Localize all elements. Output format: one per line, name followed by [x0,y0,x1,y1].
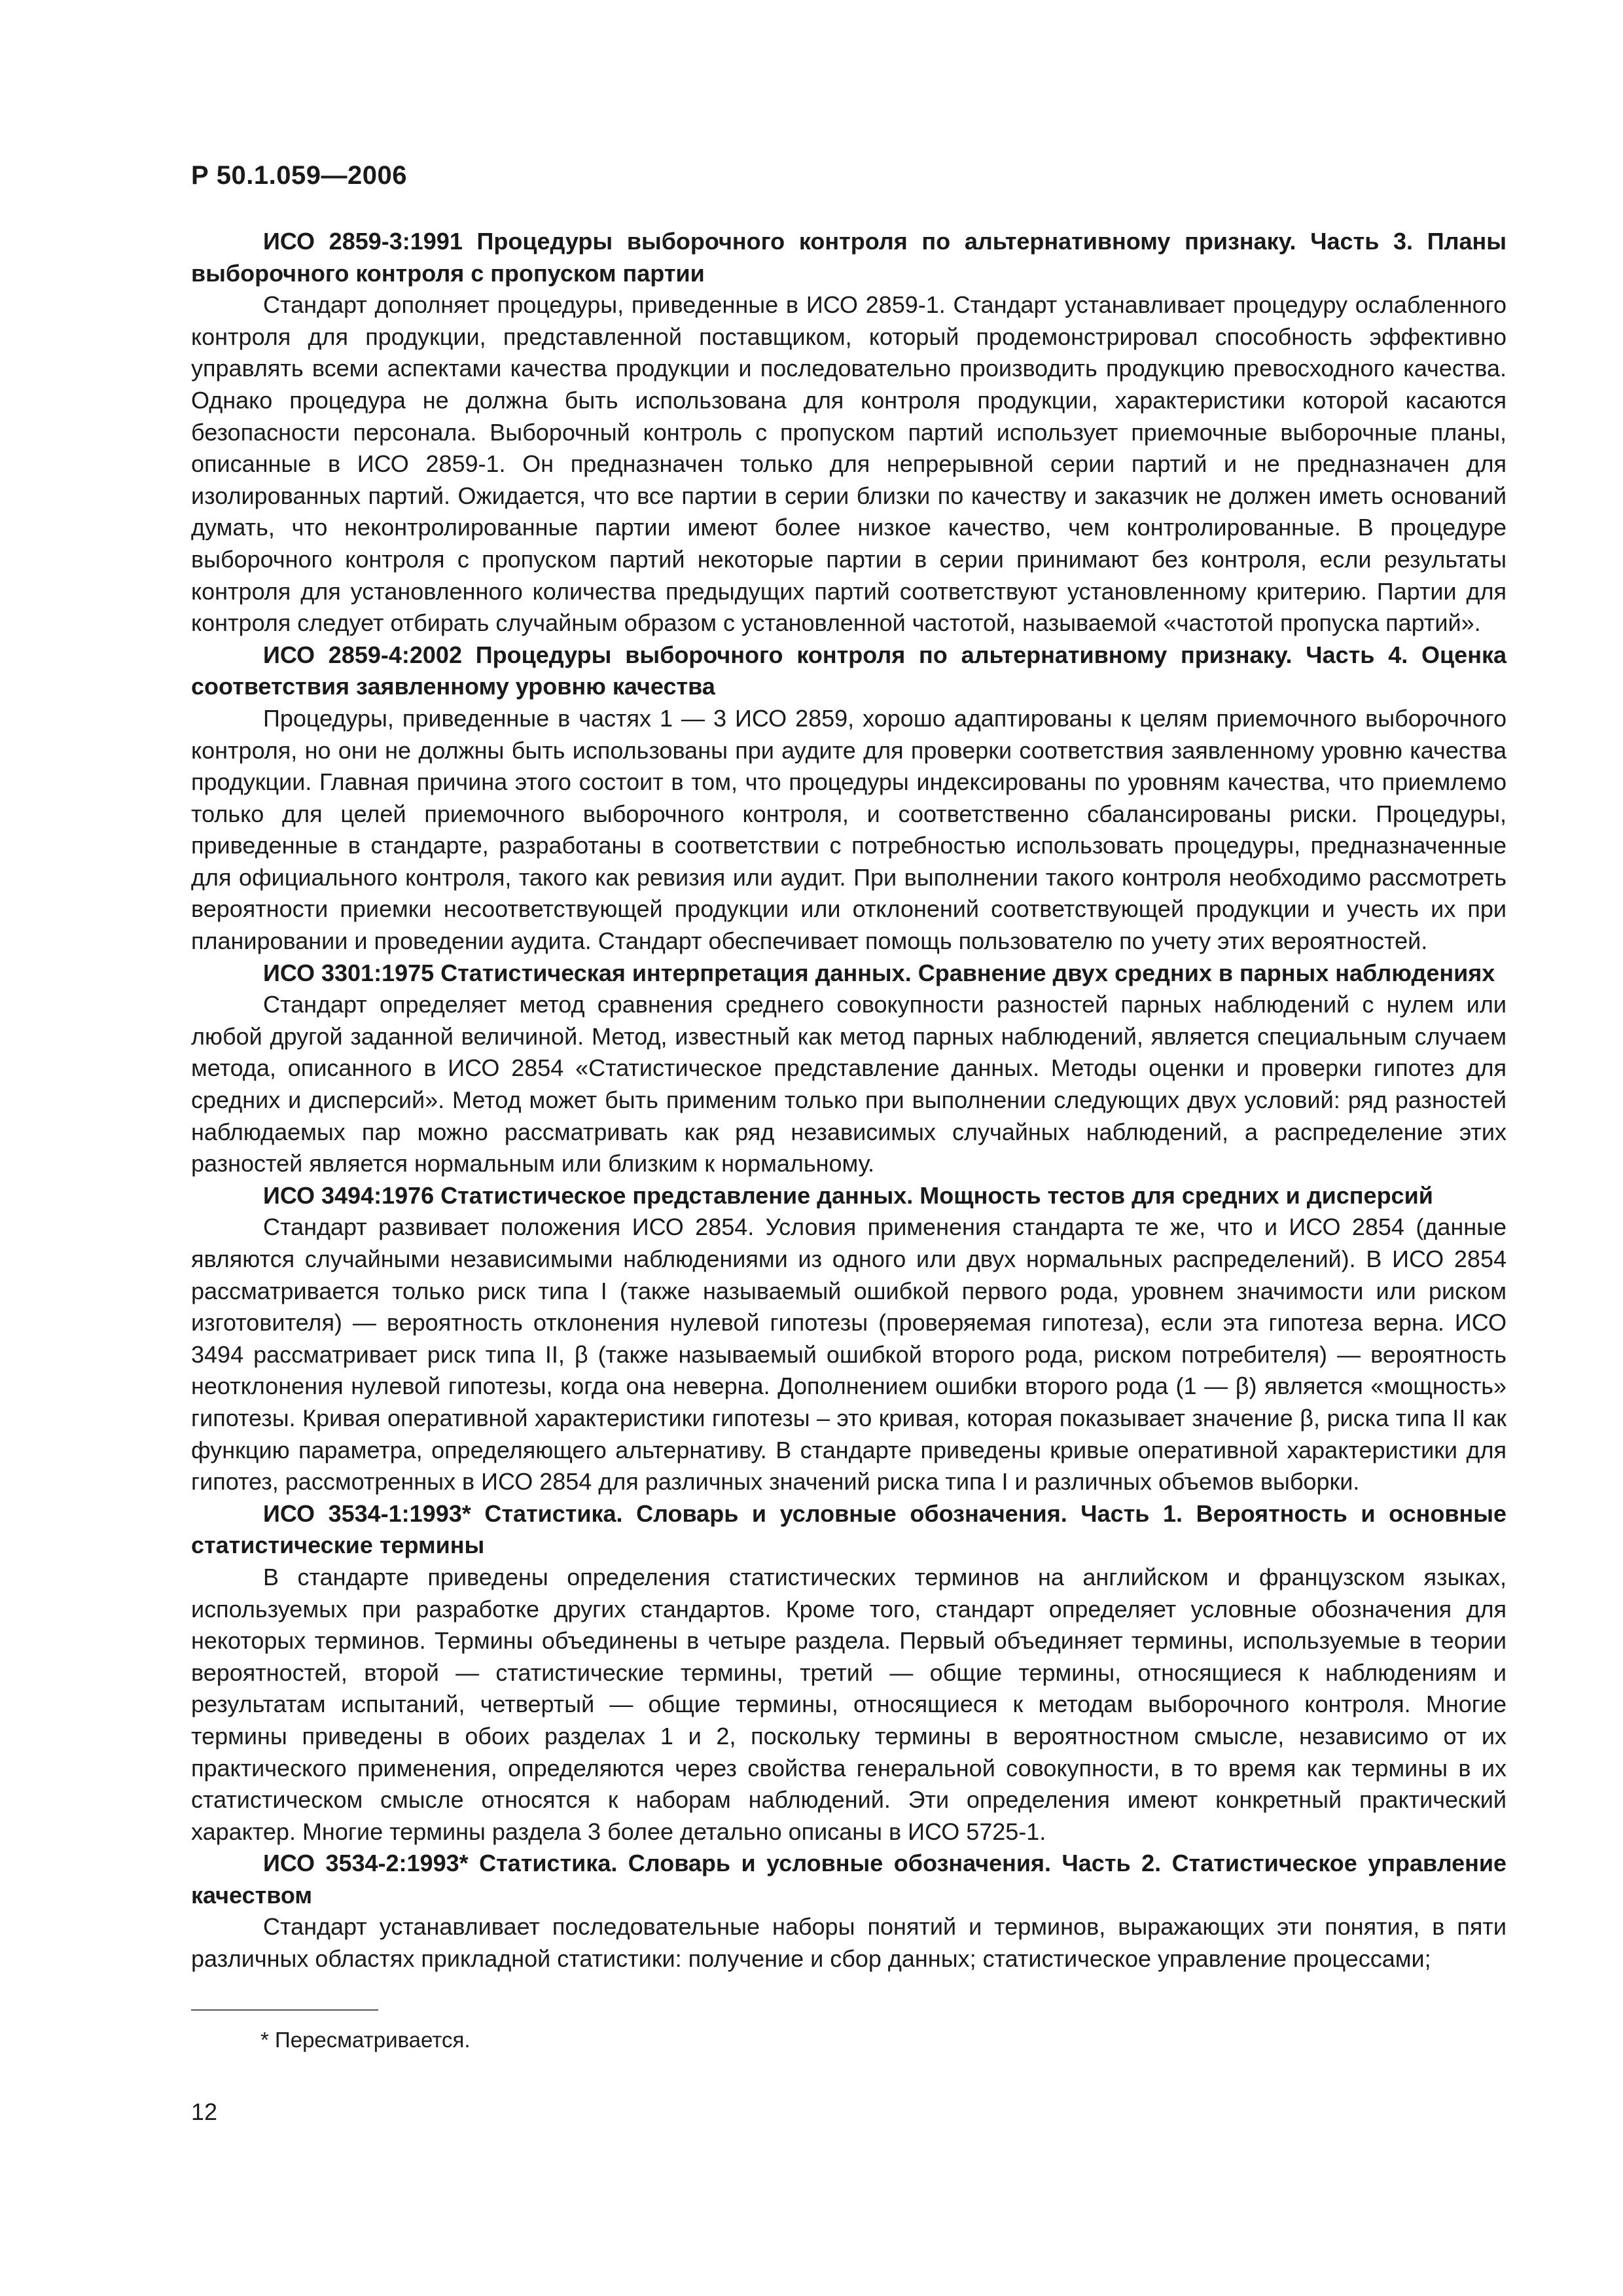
document-designation: Р 50.1.059—2006 [191,161,407,190]
entry-title-iso-3301: ИСО 3301:1975 Статистическая интерпретация данных. Сравнение двух средних в парных наблюдениях [263,959,1495,986]
entry-description-iso-3494: Стандарт развивает положения ИСО 2854. Условия применения стандарта те же, что и ИСО 2854 (данные являются случайными независимыми наблюдениями из одного или двух нормальных распределений). В ИСО 2854 рассматривается только риск типа I (также называемый ошибкой первого рода, уровнем значимости или риском изготовителя) — вероятность отклонения нулевой гипотезы (проверяемая гипотеза), если эта гипотеза верна. ИСО 3494 рассматривает риск типа II, β (также называемый ошибкой второго рода, риском потребителя) — вероятность неотклонения нулевой гипотезы, когда она неверна. Дополнением ошибки второго рода (1 — β) является «мощность» гипотезы. Кривая оперативной характеристики гипотезы – это кривая, которая показывает значение β, риска типа II как функцию параметра, определяющего альтернативу. В стандарте приведены кривые оперативной характеристики для гипотез, рассмотренных в ИСО 2854 для различных значений риска типа I и различных объемов выборки. [191,1213,1507,1496]
entry-title-iso-2859-3: ИСО 2859-3:1991 Процедуры выборочного контроля по альтернативному признаку. Часть 3. Планы выборочного контроля с пропуском партии [191,228,1507,287]
footnote: * Пересматривается. [260,2028,471,2052]
standards-list [191,226,1507,1975]
entry-title-iso-3494: ИСО 3494:1976 Статистическое представление данных. Мощность тестов для средних и дисперсий [263,1181,1433,1209]
entry-description-iso-3301: Стандарт определяет метод сравнения среднего совокупности разностей парных наблюдений с нулем или любой другой заданной величиной. Метод, известный как метод парных наблюдений, является специальным случаем метода, описанного в ИСО 2854 «Статистическое представление данных. Методы оценки и проверки гипотез для средних и дисперсий». Метод может быть применим только при выполнении следующих двух условий: ряд разностей наблюдаемых пар можно рассматривать как ряд независимых случайных наблюдений, а распределение этих разностей является нормальным или близким к нормальному. [191,991,1507,1177]
entry-description-iso-3534-2: Стандарт устанавливает последовательные наборы понятий и терминов, выражающих эти понятия, в пяти различных областях прикладной статистики: получение и сбор данных; статистическое управление процессами; [191,1913,1507,1973]
entry-title-iso-3534-2: ИСО 3534-2:1993* Статистика. Словарь и условные обозначения. Часть 2. Статистическое управление качеством [191,1850,1507,1909]
page-number: 12 [191,2098,218,2125]
entry-description-iso-2859-4: Процедуры, приведенные в частях 1 — 3 ИСО 2859, хорошо адаптированы к целям приемочного выборочного контроля, но они не должны быть использованы при аудите для проверки соответствия заявленному уровню качества продукции. Главная причина этого состоит в том, что процедуры индексированы по уровням качества, что приемлемо только для целей приемочного выборочного контроля, и соответственно сбалансированы риски. Процедуры, приведенные в стандарте, разработаны в соответствии с потребностью использовать процедуры, предназначенные для официального контроля, такого как ревизия или аудит. При выполнении такого контроля необходимо рассмотреть вероятности приемки несоответствующей продукции или отклонений соответствующей продукции и учесть их при планировании и проведении аудита. Стандарт обеспечивает помощь пользователю по учету этих вероятностей. [191,704,1507,955]
entry-description-iso-3534-1: В стандарте приведены определения статистических терминов на английском и французском языках, используемых при разработке других стандартов. Кроме того, стандарт определяет условные обозначения для некоторых терминов. Термины объединены в четыре раздела. Первый объединяет термины, используемые в теории вероятностей, второй — статистические термины, третий — общие термины, относящиеся к наблюдениям и результатам испытаний, четвертый — общие термины, относящиеся к методам выборочного контроля. Многие термины приведены в обоих разделах 1 и 2, поскольку термины в вероятностном смысле, независимо от их практического применения, определяются через свойства генеральной совокупности, в то время как термины в их статистическом смысле относятся к наборам наблюдений. Эти определения имеют конкретный практический характер. Многие термины раздела 3 более детально описаны в ИСО 5725-1. [191,1563,1507,1845]
footnote-divider [191,2009,378,2011]
entry-title-iso-2859-4: ИСО 2859-4:2002 Процедуры выборочного контроля по альтернативному признаку. Часть 4. Оценка соответствия заявленному уровню качества [191,641,1507,700]
entry-title-iso-3534-1: ИСО 3534-1:1993* Статистика. Словарь и условные обозначения. Часть 1. Вероятность и основные статистические термины [191,1499,1507,1559]
entry-description-iso-2859-3: Стандарт дополняет процедуры, приведенные в ИСО 2859-1. Стандарт устанавливает процедуру ослабленного контроля для продукции, представленной поставщиком, который продемонстрировал способность эффективно управлять всеми аспектами качества продукции и последовательно производить продукцию превосходного качества. Однако процедура не должна быть использована для контроля продукции, характеристики которой касаются безопасности персонала. Выборочный контроль с пропуском партий использует приемочные выборочные планы, описанные в ИСО 2859-1. Он предназначен только для непрерывной серии партий и не предназначен для изолированных партий. Ожидается, что все партии в серии близки по качеству и заказчик не должен иметь оснований думать, что неконтролированные партии имеют более низкое качество, чем контролированные. В процедуре выборочного контроля с пропуском партий некоторые партии в серии принимают без контроля, если результаты контроля для установленного количества предыдущих партий соответствуют установленному критерию. Партии для контроля следует отбирать случайным образом с установленной частотой, называемой «частотой пропуска партий». [191,291,1507,637]
